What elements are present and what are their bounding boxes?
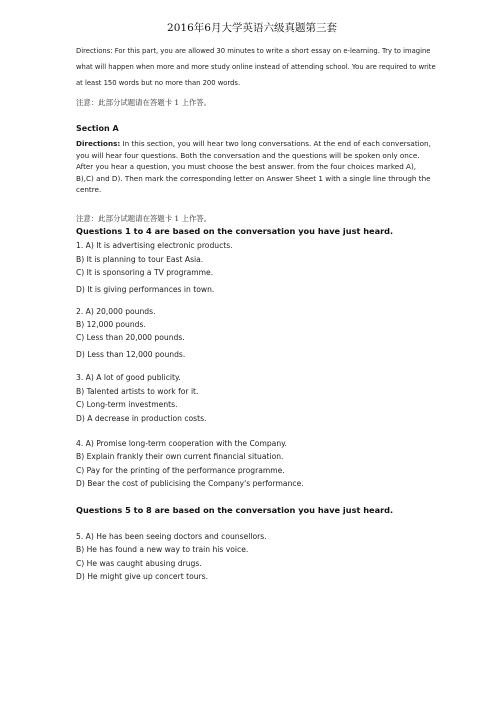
- question-2-option-b: B) 12,000 pounds.: [76, 320, 146, 329]
- directions-label: Directions:: [76, 139, 121, 148]
- question-1-option-c: C) It is sponsoring a TV programme.: [76, 268, 214, 277]
- question-5-option-a: 5. A) He has been seeing doctors and counsellors.: [76, 532, 267, 541]
- question-1-option-a: 1. A) It is advertising electronic products.: [76, 241, 233, 250]
- section-heading: Section A: [76, 124, 119, 133]
- question-3-option-b: B) Talented artists to work for it.: [76, 387, 199, 396]
- listening-directions: [76, 138, 436, 196]
- question-2-option-c: C) Less than 20,000 pounds.: [76, 333, 185, 342]
- question-4-option-b: B) Explain frankly their own current financial situation.: [76, 452, 284, 461]
- question-3-option-d: D) A decrease in production costs.: [76, 414, 207, 423]
- writing-directions: Directions: For this part, you are allowed 30 minutes to write a short essay on e-learning. Try to imagine what will happen when more and more study online instead of attending school. You are required to write at least 150 words but no more than 200 words.: [76, 47, 436, 87]
- question-4-option-d: D) Bear the cost of publicising the Company's performance.: [76, 479, 304, 488]
- question-3-option-c: C) Long-term investments.: [76, 400, 178, 409]
- question-4-option-a: 4. A) Promise long-term cooperation with the Company.: [76, 439, 287, 448]
- question-4-option-c: C) Pay for the printing of the performance programme.: [76, 466, 285, 475]
- question-group-heading-2: Questions 5 to 8 are based on the conversation you have just heard.: [76, 505, 394, 515]
- question-2-option-a: 2. A) 20,000 pounds.: [76, 307, 156, 316]
- question-5-option-b: B) He has found a new way to train his voice.: [76, 545, 249, 554]
- question-5-option-d: D) He might give up concert tours.: [76, 572, 209, 581]
- directions-body: In this section, you will hear two long conversations. At the end of each conversation, you will hear four questions. Both the conversation and the questions will be spoken only once. After you hear a question, you must choose the best answer. from the four choices marked A), B),C) and D). Then mark the corresponding letter on Answer Sheet 1 with a single line through the centre.: [76, 139, 431, 195]
- question-5-option-c: C) He was caught abusing drugs.: [76, 559, 202, 568]
- answer-sheet-note-2: 注意：此部分试题请在答题卡 1 上作答。: [76, 214, 212, 223]
- question-3-option-a: 3. A) A lot of good publicity.: [76, 373, 181, 382]
- question-2-option-d: D) Less than 12,000 pounds.: [76, 350, 186, 359]
- question-group-heading-1: Questions 1 to 4 are based on the conversation you have just heard.: [76, 226, 394, 236]
- answer-sheet-note: 注意：此部分试题请在答题卡 1 上作答。: [76, 98, 212, 107]
- question-1-option-d: D) It is giving performances in town.: [76, 285, 215, 294]
- page-title: 2016年6月大学英语六级真题第三套: [167, 22, 337, 34]
- question-1-option-b: B) It is planning to tour East Asia.: [76, 255, 204, 264]
